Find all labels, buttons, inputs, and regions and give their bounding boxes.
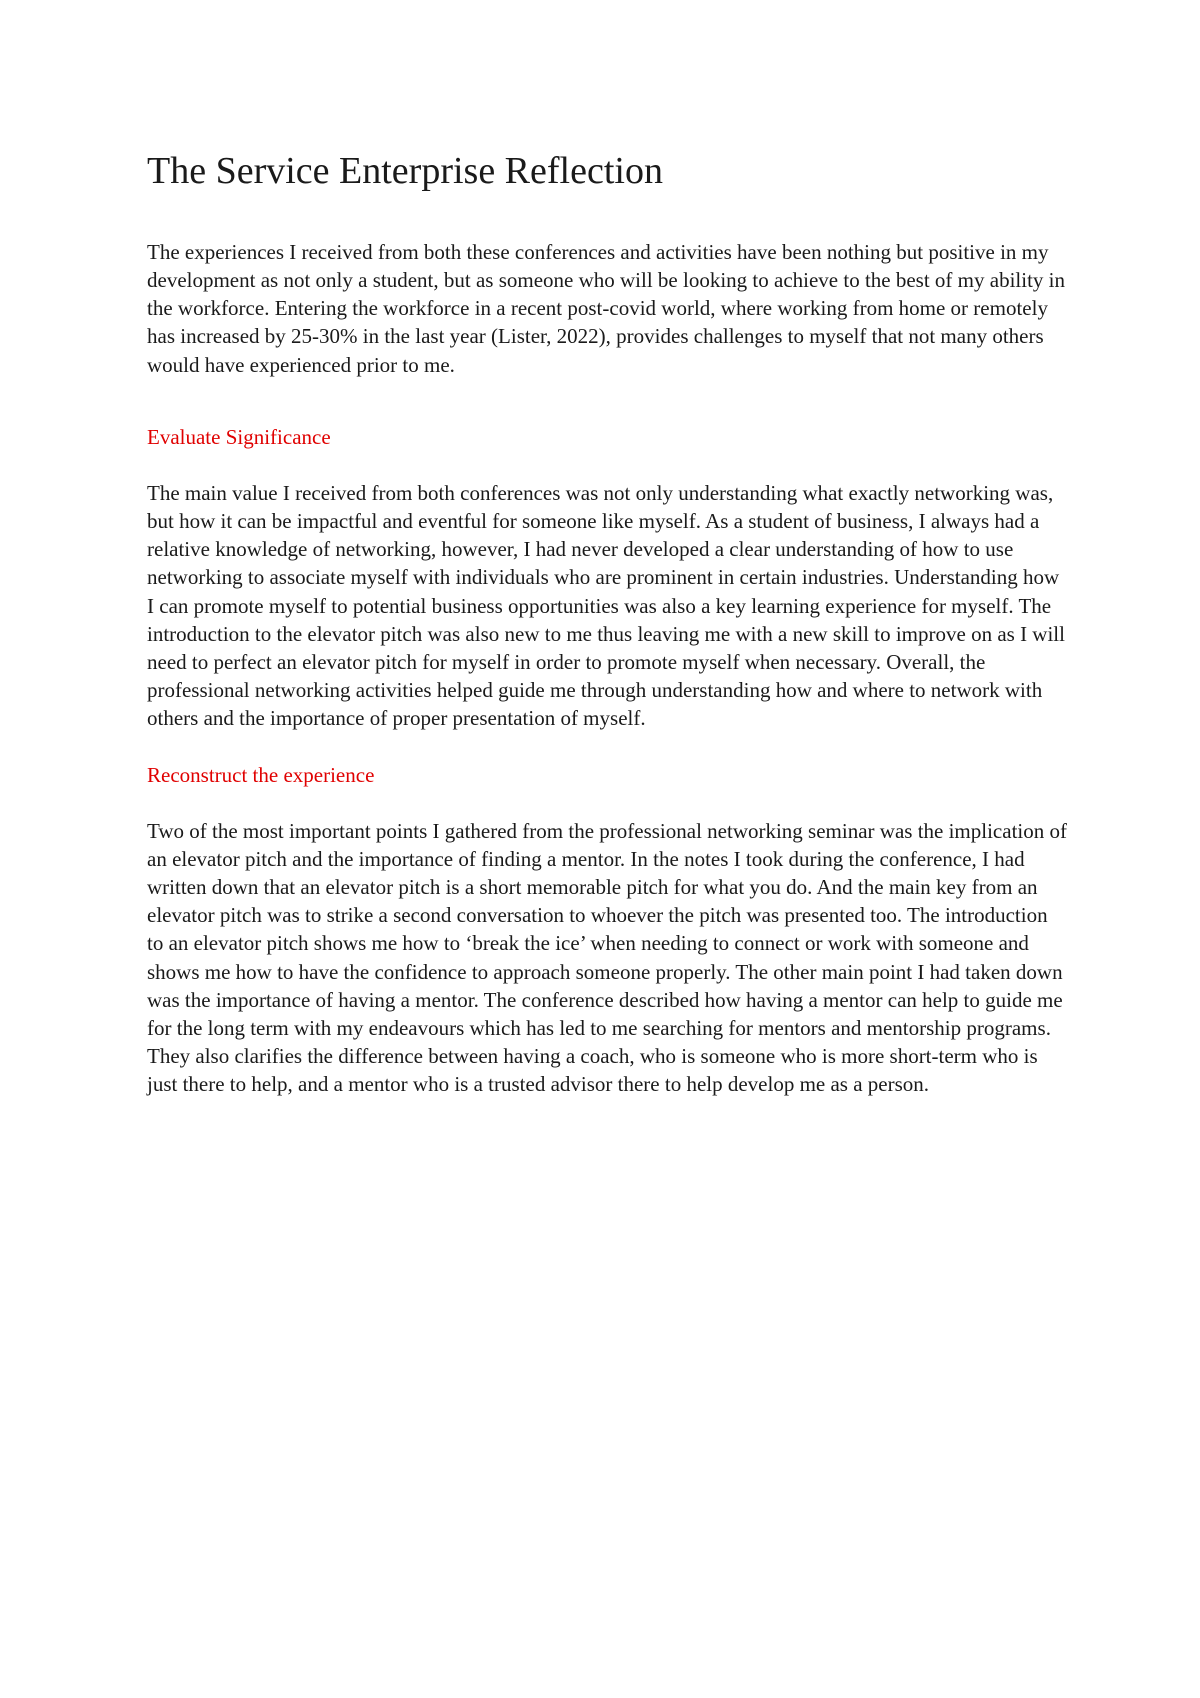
document-page	[147, 150, 1067, 1099]
section-heading-evaluate-significance: Evaluate Significance	[147, 424, 331, 449]
document-title: The Service Enterprise Reflection	[147, 150, 663, 192]
section-body-evaluate-significance: The main value I received from both conferences was not only understanding what exactly networking was, but how it can be impactful and eventful for someone like myself. As a student of business, I always had a relative knowledge of networking, however, I had never developed a clear understanding of how to use networking to associate myself with individuals who are prominent in certain industries. Understanding how I can promote myself to potential business opportunities was also a key learning experience for myself. The introduction to the elevator pitch was also new to me thus leaving me with a new skill to improve on as I will need to perfect an elevator pitch for myself in order to promote myself when necessary. Overall, the professional networking activities helped guide me through understanding how and where to network with others and the importance of proper presentation of myself.	[147, 480, 1065, 731]
intro-paragraph: The experiences I received from both these conferences and activities have been nothing but positive in my development as not only a student, but as someone who will be looking to achieve to the best of my ability in the workforce. Entering the workforce in a recent post-covid world, where working from home or remotely has increased by 25-30% in the last year (Lister, 2022), provides challenges to myself that not many others would have experienced prior to me.	[147, 239, 1066, 377]
section-body-reconstruct-experience: Two of the most important points I gathered from the professional networking seminar was the implication of an elevator pitch and the importance of finding a mentor. In the notes I took during the conference, I had written down that an elevator pitch is a short memorable pitch for what you do. And the main key from an elevator pitch was to strike a second conversation to whoever the pitch was presented too. The introduction to an elevator pitch shows me how to ‘break the ice’ when needing to connect or work with someone and shows me how to have the confidence to approach someone properly. The other main point I had taken down was the importance of having a mentor. The conference described how having a mentor can help to guide me for the long term with my endeavours which has led to me searching for mentors and mentorship programs. They also clarifies the difference between having a coach, who is someone who is more short-term who is just there to help, and a mentor who is a trusted advisor there to help develop me as a person.	[147, 818, 1067, 1097]
section-heading-reconstruct-experience: Reconstruct the experience	[147, 762, 375, 787]
